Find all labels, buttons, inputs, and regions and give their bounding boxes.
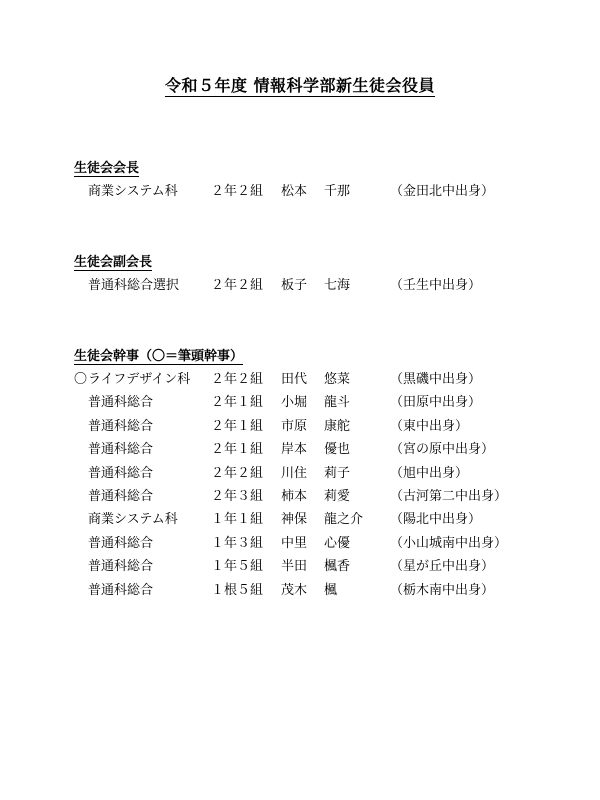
member-department: 普通科総合選択	[88, 278, 180, 293]
member-surname: 柿本	[281, 488, 308, 504]
member-surname: 岸本	[281, 442, 308, 458]
member-given-name: 康舵	[324, 418, 351, 434]
member-department: 普通科総合	[88, 535, 154, 551]
member-surname: 板子	[281, 278, 308, 293]
member-surname: 中里	[281, 535, 308, 551]
member-surname: 市原	[281, 418, 308, 434]
member-row	[74, 511, 554, 534]
member-given-name: 楓	[324, 582, 338, 598]
member-row	[74, 465, 554, 488]
member-given-name: 優也	[324, 442, 351, 458]
member-school: （黒磯中出身）	[390, 372, 482, 387]
member-surname: 田代	[281, 372, 308, 387]
member-class: ２年２組	[211, 278, 264, 293]
member-row	[74, 418, 554, 441]
section-vice-president	[74, 254, 554, 300]
member-school: （田原中出身）	[390, 395, 482, 411]
section-president	[74, 160, 554, 206]
member-department: 普通科総合	[88, 559, 154, 575]
member-row	[74, 441, 554, 464]
member-given-name: 龍斗	[324, 395, 351, 411]
member-row	[74, 277, 554, 300]
member-class: １年３組	[211, 535, 264, 551]
member-surname: 神保	[281, 512, 308, 528]
member-class: ２年１組	[211, 418, 264, 434]
member-school: （古河第二中出身）	[390, 488, 508, 504]
member-school: （金田北中出身）	[390, 184, 495, 199]
member-department: 普通科総合	[88, 488, 154, 504]
member-department: 普通科総合	[88, 442, 154, 458]
member-school: （星が丘中出身）	[390, 559, 495, 575]
member-given-name: 莉子	[324, 465, 351, 481]
member-surname: 松本	[281, 184, 308, 199]
member-row	[74, 371, 554, 394]
member-row	[74, 582, 554, 605]
member-row	[74, 183, 554, 206]
page-title	[0, 76, 600, 96]
member-given-name: 悠菜	[324, 372, 351, 387]
member-given-name: 七海	[324, 278, 351, 293]
head-marker: 〇	[74, 372, 88, 387]
member-department: 商業システム科	[88, 184, 178, 199]
member-school: （壬生中出身）	[390, 278, 482, 293]
member-school: （東中出身）	[390, 418, 469, 434]
member-class: １年５組	[211, 559, 264, 575]
member-given-name: 莉愛	[324, 488, 351, 504]
member-class: ２年２組	[211, 465, 264, 481]
member-class: ２年１組	[211, 442, 264, 458]
member-department: 普通科総合	[88, 418, 154, 434]
section-heading: 生徒会幹事（〇＝筆頭幹事）	[74, 349, 244, 364]
member-surname: 半田	[281, 559, 308, 575]
member-given-name: 龍之介	[324, 512, 364, 528]
section-heading: 生徒会会長	[74, 161, 140, 176]
member-given-name: 心優	[324, 535, 351, 551]
member-class: ２年３組	[211, 488, 264, 504]
member-surname: 川住	[281, 465, 308, 481]
member-class: ２年２組	[211, 372, 264, 387]
member-department: 商業システム科	[88, 512, 178, 528]
member-given-name: 千那	[324, 184, 351, 199]
member-class: １年１組	[211, 512, 264, 528]
section-heading: 生徒会副会長	[74, 255, 153, 270]
member-surname: 小堀	[281, 395, 308, 411]
member-school: （陽北中出身）	[390, 512, 482, 528]
member-school: （旭中出身）	[390, 465, 469, 481]
section-officers	[74, 348, 554, 605]
member-given-name: 楓香	[324, 559, 351, 575]
page-title-text: 令和５年度 情報科学部新生徒会役員	[164, 76, 436, 95]
member-class: ２年１組	[211, 395, 264, 411]
member-row	[74, 558, 554, 581]
member-department: ライフデザイン科	[88, 372, 191, 387]
member-department: 普通科総合	[88, 395, 154, 411]
member-department: 普通科総合	[88, 465, 154, 481]
member-row	[74, 488, 554, 511]
member-school: （小山城南中出身）	[390, 535, 508, 551]
member-class: ２年２組	[211, 184, 264, 199]
member-department: 普通科総合	[88, 582, 154, 598]
member-class: １根５組	[211, 582, 264, 598]
member-row	[74, 394, 554, 417]
member-school: （宮の原中出身）	[390, 442, 495, 458]
member-row	[74, 535, 554, 558]
member-school: （栃木南中出身）	[390, 582, 495, 598]
member-surname: 茂木	[281, 582, 308, 598]
